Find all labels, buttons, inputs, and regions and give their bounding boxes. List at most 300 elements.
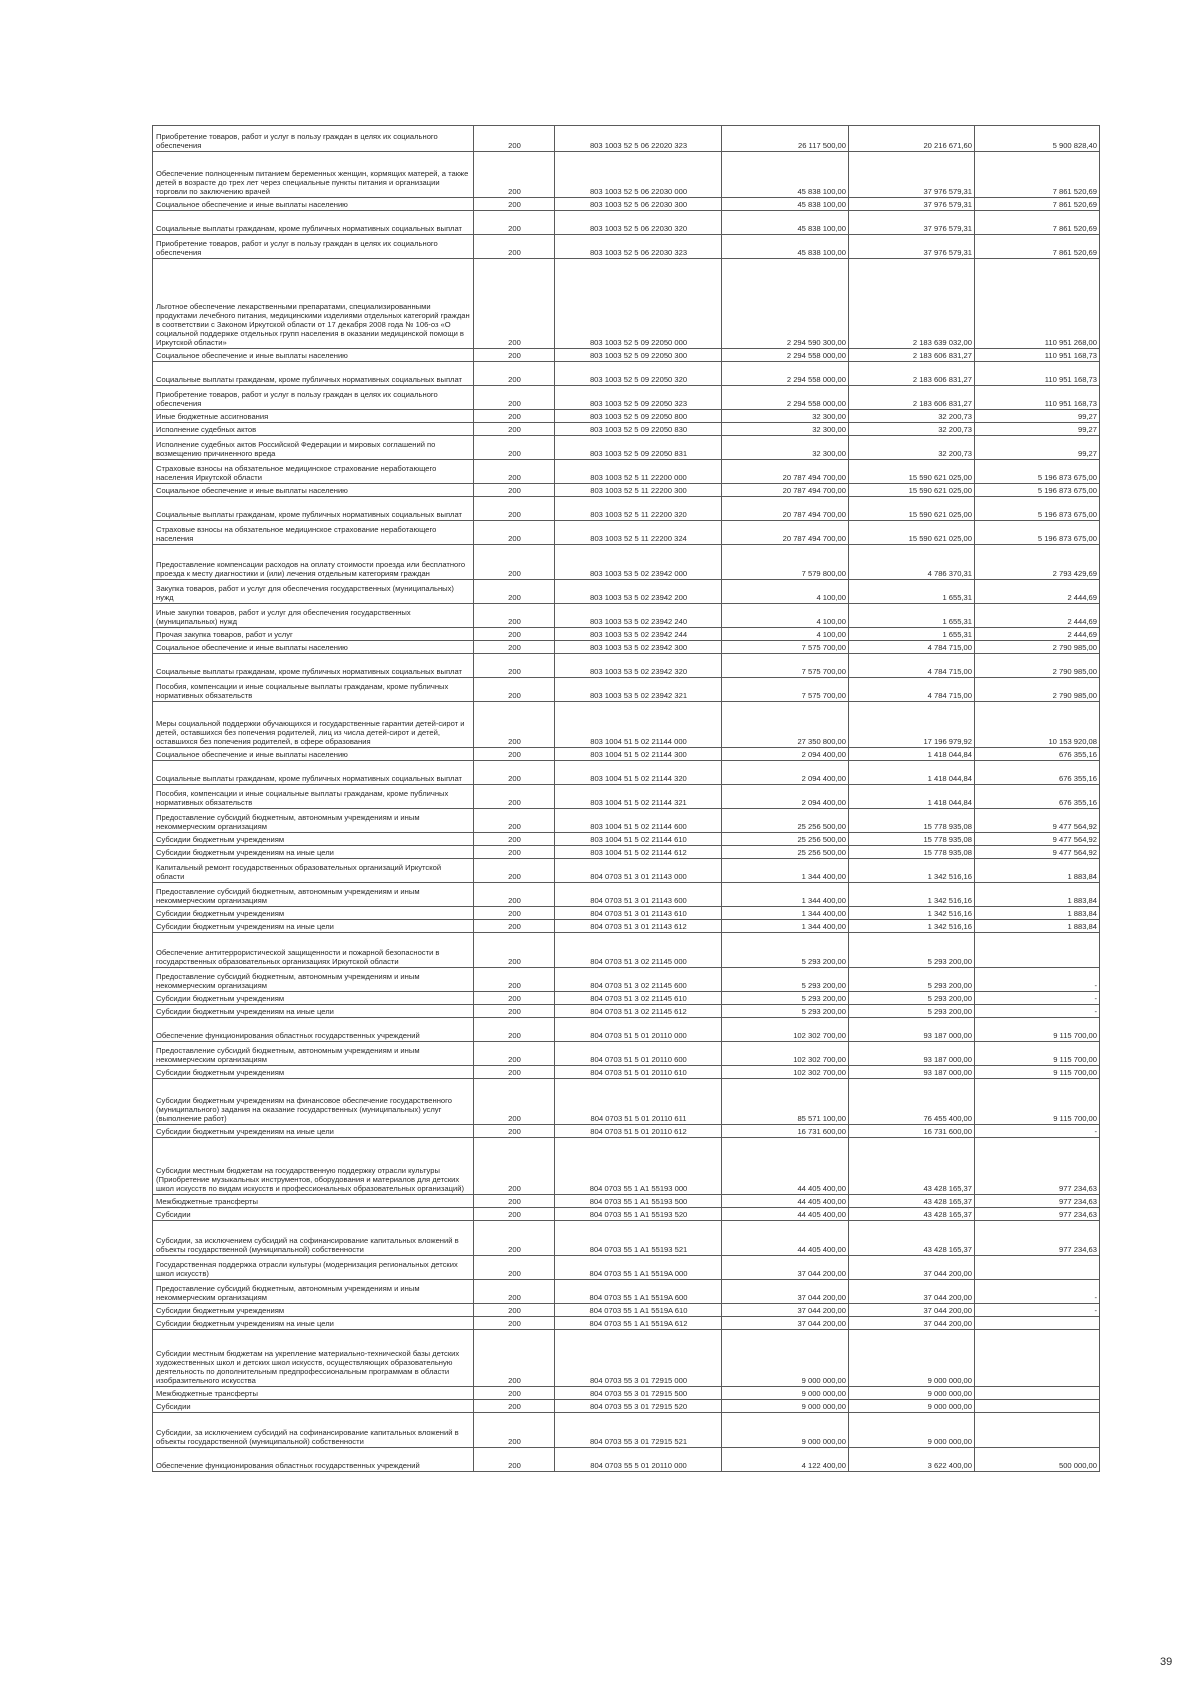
row-approved-cell: 7 579 800,00: [722, 545, 849, 580]
row-unexecuted-cell: [975, 933, 1100, 968]
row-approved-cell: 45 838 100,00: [722, 211, 849, 235]
row-name-cell: Обеспечение функционирования областных государственных учреждений: [153, 1018, 474, 1042]
row-unexecuted-cell: 9 477 564,92: [975, 846, 1100, 859]
row-kvr-cell: 200: [474, 785, 555, 809]
row-kvr-cell: 200: [474, 748, 555, 761]
row-approved-cell: 25 256 500,00: [722, 846, 849, 859]
row-name-cell: Социальные выплаты гражданам, кроме публичных нормативных социальных выплат: [153, 654, 474, 678]
row-name-cell: Субсидии бюджетным учреждениям: [153, 992, 474, 1005]
row-code-cell: 804 0703 55 3 01 72915 000: [555, 1330, 722, 1387]
row-approved-cell: 4 100,00: [722, 628, 849, 641]
row-executed-cell: 43 428 165,37: [849, 1208, 975, 1221]
row-executed-cell: 1 342 516,16: [849, 920, 975, 933]
row-approved-cell: 26 117 500,00: [722, 126, 849, 152]
row-approved-cell: 102 302 700,00: [722, 1042, 849, 1066]
row-code-cell: 803 1004 51 5 02 21144 600: [555, 809, 722, 833]
row-unexecuted-cell: -: [975, 1005, 1100, 1018]
row-executed-cell: 37 976 579,31: [849, 235, 975, 259]
row-executed-cell: 93 187 000,00: [849, 1066, 975, 1079]
table-row: [153, 1413, 1100, 1448]
row-kvr-cell: 200: [474, 580, 555, 604]
row-code-cell: 804 0703 51 5 01 20110 610: [555, 1066, 722, 1079]
row-code-cell: 803 1003 52 5 06 22020 323: [555, 126, 722, 152]
row-unexecuted-cell: 110 951 268,00: [975, 259, 1100, 349]
row-kvr-cell: 200: [474, 1330, 555, 1387]
table-row: [153, 436, 1100, 460]
table-row: [153, 809, 1100, 833]
row-name-cell: Субсидии: [153, 1208, 474, 1221]
row-approved-cell: 32 300,00: [722, 423, 849, 436]
row-code-cell: 804 0703 55 3 01 72915 520: [555, 1400, 722, 1413]
row-approved-cell: 4 122 400,00: [722, 1448, 849, 1472]
table-row: [153, 211, 1100, 235]
row-code-cell: 804 0703 55 1 A1 5519A 600: [555, 1280, 722, 1304]
row-executed-cell: 2 183 606 831,27: [849, 362, 975, 386]
row-name-cell: Предоставление субсидий бюджетным, автономным учреждениям и иным некоммерческим организациям: [153, 883, 474, 907]
table-row: [153, 521, 1100, 545]
row-name-cell: Капитальный ремонт государственных образовательных организаций Иркутской области: [153, 859, 474, 883]
row-kvr-cell: 200: [474, 1138, 555, 1195]
row-kvr-cell: 200: [474, 846, 555, 859]
row-approved-cell: 85 571 100,00: [722, 1079, 849, 1125]
row-approved-cell: 1 344 400,00: [722, 883, 849, 907]
page-number: 39: [1160, 1656, 1173, 1668]
row-approved-cell: 1 344 400,00: [722, 920, 849, 933]
row-name-cell: Страховые взносы на обязательное медицинское страхование неработающего населения Иркутской области: [153, 460, 474, 484]
table-row: [153, 1448, 1100, 1472]
row-approved-cell: 9 000 000,00: [722, 1400, 849, 1413]
row-executed-cell: 37 044 200,00: [849, 1280, 975, 1304]
row-name-cell: Предоставление субсидий бюджетным, автономным учреждениям и иным некоммерческим организациям: [153, 968, 474, 992]
row-kvr-cell: 200: [474, 907, 555, 920]
table-row: [153, 1280, 1100, 1304]
row-name-cell: Социальное обеспечение и иные выплаты населению: [153, 198, 474, 211]
row-code-cell: 803 1003 52 5 09 22050 800: [555, 410, 722, 423]
row-approved-cell: 2 094 400,00: [722, 761, 849, 785]
row-executed-cell: 37 976 579,31: [849, 198, 975, 211]
row-executed-cell: 5 293 200,00: [849, 1005, 975, 1018]
row-unexecuted-cell: [975, 1387, 1100, 1400]
table-row: [153, 1317, 1100, 1330]
row-approved-cell: 2 294 590 300,00: [722, 259, 849, 349]
row-code-cell: 803 1003 52 5 06 22030 320: [555, 211, 722, 235]
row-executed-cell: 20 216 671,60: [849, 126, 975, 152]
row-unexecuted-cell: 5 196 873 675,00: [975, 497, 1100, 521]
row-executed-cell: 17 196 979,92: [849, 702, 975, 748]
row-executed-cell: 1 655,31: [849, 580, 975, 604]
row-executed-cell: 2 183 606 831,27: [849, 386, 975, 410]
row-code-cell: 803 1003 52 5 11 22200 324: [555, 521, 722, 545]
row-executed-cell: 32 200,73: [849, 436, 975, 460]
table-row: [153, 702, 1100, 748]
row-executed-cell: 9 000 000,00: [849, 1387, 975, 1400]
row-unexecuted-cell: 977 234,63: [975, 1138, 1100, 1195]
table-row: [153, 484, 1100, 497]
row-kvr-cell: 200: [474, 809, 555, 833]
row-executed-cell: 15 590 621 025,00: [849, 484, 975, 497]
row-name-cell: Субсидии местным бюджетам на укрепление материально-технической базы детских художественных школ и детских школ искусств, осуществляющих образовательную деятельность по дополнительным предпрофессиональным программам в области изобразительного искусства: [153, 1330, 474, 1387]
row-kvr-cell: 200: [474, 1448, 555, 1472]
row-kvr-cell: 200: [474, 1256, 555, 1280]
row-executed-cell: 37 976 579,31: [849, 152, 975, 198]
row-kvr-cell: 200: [474, 654, 555, 678]
table-row: [153, 628, 1100, 641]
row-kvr-cell: 200: [474, 859, 555, 883]
row-name-cell: Субсидии, за исключением субсидий на софинансирование капитальных вложений в объекты государственной (муниципальной) собственности: [153, 1221, 474, 1256]
row-unexecuted-cell: 99,27: [975, 423, 1100, 436]
row-approved-cell: 7 575 700,00: [722, 641, 849, 654]
row-executed-cell: 1 655,31: [849, 604, 975, 628]
row-executed-cell: 1 342 516,16: [849, 859, 975, 883]
row-executed-cell: 1 342 516,16: [849, 883, 975, 907]
row-unexecuted-cell: -: [975, 1304, 1100, 1317]
row-approved-cell: 37 044 200,00: [722, 1317, 849, 1330]
row-approved-cell: 5 293 200,00: [722, 933, 849, 968]
row-kvr-cell: 200: [474, 1208, 555, 1221]
row-code-cell: 803 1003 52 5 11 22200 300: [555, 484, 722, 497]
row-name-cell: Иные закупки товаров, работ и услуг для обеспечения государственных (муниципальных) нужд: [153, 604, 474, 628]
row-executed-cell: 43 428 165,37: [849, 1195, 975, 1208]
row-unexecuted-cell: 110 951 168,73: [975, 386, 1100, 410]
table-row: [153, 641, 1100, 654]
row-code-cell: 803 1003 52 5 06 22030 000: [555, 152, 722, 198]
row-kvr-cell: 200: [474, 362, 555, 386]
row-name-cell: Предоставление субсидий бюджетным, автономным учреждениям и иным некоммерческим организациям: [153, 1042, 474, 1066]
row-unexecuted-cell: 9 115 700,00: [975, 1079, 1100, 1125]
row-unexecuted-cell: 9 115 700,00: [975, 1042, 1100, 1066]
row-kvr-cell: 200: [474, 460, 555, 484]
table-row: [153, 846, 1100, 859]
row-code-cell: 804 0703 51 3 02 21145 612: [555, 1005, 722, 1018]
row-approved-cell: 7 575 700,00: [722, 654, 849, 678]
table-row: [153, 883, 1100, 907]
row-code-cell: 803 1003 52 5 06 22030 300: [555, 198, 722, 211]
row-code-cell: 803 1004 51 5 02 21144 320: [555, 761, 722, 785]
row-kvr-cell: 200: [474, 349, 555, 362]
row-executed-cell: 37 044 200,00: [849, 1304, 975, 1317]
table-row: [153, 968, 1100, 992]
row-name-cell: Субсидии бюджетным учреждениям: [153, 1304, 474, 1317]
row-unexecuted-cell: 2 444,69: [975, 628, 1100, 641]
row-executed-cell: 9 000 000,00: [849, 1413, 975, 1448]
row-code-cell: 803 1004 51 5 02 21144 612: [555, 846, 722, 859]
table-row: [153, 833, 1100, 846]
row-kvr-cell: 200: [474, 1413, 555, 1448]
row-code-cell: 804 0703 55 1 A1 55193 520: [555, 1208, 722, 1221]
row-approved-cell: 44 405 400,00: [722, 1208, 849, 1221]
row-approved-cell: 37 044 200,00: [722, 1280, 849, 1304]
row-code-cell: 803 1004 51 5 02 21144 000: [555, 702, 722, 748]
row-code-cell: 804 0703 55 1 A1 5519A 610: [555, 1304, 722, 1317]
table-row: [153, 126, 1100, 152]
row-code-cell: 803 1003 53 5 02 23942 240: [555, 604, 722, 628]
row-approved-cell: 45 838 100,00: [722, 152, 849, 198]
row-executed-cell: 76 455 400,00: [849, 1079, 975, 1125]
table-row: [153, 1221, 1100, 1256]
row-name-cell: Социальные выплаты гражданам, кроме публичных нормативных социальных выплат: [153, 362, 474, 386]
row-unexecuted-cell: 977 234,63: [975, 1221, 1100, 1256]
row-executed-cell: 1 655,31: [849, 628, 975, 641]
row-name-cell: Межбюджетные трансферты: [153, 1195, 474, 1208]
row-executed-cell: 2 183 606 831,27: [849, 349, 975, 362]
table-row: [153, 410, 1100, 423]
row-code-cell: 803 1003 52 5 11 22200 000: [555, 460, 722, 484]
row-name-cell: Приобретение товаров, работ и услуг в пользу граждан в целях их социального обеспечения: [153, 126, 474, 152]
table-row: [153, 1400, 1100, 1413]
row-code-cell: 804 0703 51 5 01 20110 000: [555, 1018, 722, 1042]
budget-execution-sheet: [152, 125, 1099, 1472]
table-row: [153, 992, 1100, 1005]
row-code-cell: 804 0703 51 3 01 21143 000: [555, 859, 722, 883]
row-unexecuted-cell: 10 153 920,08: [975, 702, 1100, 748]
row-executed-cell: 43 428 165,37: [849, 1138, 975, 1195]
row-name-cell: Закупка товаров, работ и услуг для обеспечения государственных (муниципальных) нужд: [153, 580, 474, 604]
row-code-cell: 803 1003 52 5 09 22050 831: [555, 436, 722, 460]
row-approved-cell: 2 294 558 000,00: [722, 349, 849, 362]
row-unexecuted-cell: [975, 1400, 1100, 1413]
row-approved-cell: 25 256 500,00: [722, 833, 849, 846]
row-approved-cell: 9 000 000,00: [722, 1330, 849, 1387]
row-unexecuted-cell: [975, 1413, 1100, 1448]
row-kvr-cell: 200: [474, 833, 555, 846]
row-kvr-cell: 200: [474, 386, 555, 410]
table-row: [153, 859, 1100, 883]
row-executed-cell: 2 183 639 032,00: [849, 259, 975, 349]
row-code-cell: 803 1004 51 5 02 21144 321: [555, 785, 722, 809]
row-executed-cell: 3 622 400,00: [849, 1448, 975, 1472]
row-unexecuted-cell: -: [975, 992, 1100, 1005]
row-code-cell: 804 0703 55 1 A1 55193 521: [555, 1221, 722, 1256]
row-name-cell: Субсидии бюджетным учреждениям на иные цели: [153, 846, 474, 859]
row-unexecuted-cell: 676 355,16: [975, 785, 1100, 809]
row-unexecuted-cell: 5 196 873 675,00: [975, 460, 1100, 484]
row-approved-cell: 37 044 200,00: [722, 1256, 849, 1280]
table-row: [153, 1018, 1100, 1042]
table-body: [153, 126, 1100, 1472]
row-unexecuted-cell: [975, 1256, 1100, 1280]
row-executed-cell: 37 976 579,31: [849, 211, 975, 235]
row-name-cell: Субсидии бюджетным учреждениям: [153, 907, 474, 920]
row-kvr-cell: 200: [474, 259, 555, 349]
row-unexecuted-cell: 676 355,16: [975, 748, 1100, 761]
row-kvr-cell: 200: [474, 1066, 555, 1079]
table-row: [153, 907, 1100, 920]
row-unexecuted-cell: [975, 1317, 1100, 1330]
row-code-cell: 803 1003 52 5 09 22050 830: [555, 423, 722, 436]
row-kvr-cell: 200: [474, 545, 555, 580]
row-code-cell: 803 1003 53 5 02 23942 244: [555, 628, 722, 641]
row-name-cell: Социальные выплаты гражданам, кроме публичных нормативных социальных выплат: [153, 761, 474, 785]
row-name-cell: Прочая закупка товаров, работ и услуг: [153, 628, 474, 641]
row-unexecuted-cell: 2 790 985,00: [975, 654, 1100, 678]
row-code-cell: 803 1004 51 5 02 21144 300: [555, 748, 722, 761]
row-name-cell: Предоставление компенсации расходов на оплату стоимости проезда или бесплатного проезда к месту диагностики и (или) лечения отдельным категориям граждан: [153, 545, 474, 580]
row-kvr-cell: 200: [474, 1280, 555, 1304]
table-row: [153, 654, 1100, 678]
row-unexecuted-cell: 5 196 873 675,00: [975, 484, 1100, 497]
table-row: [153, 1125, 1100, 1138]
row-approved-cell: 20 787 494 700,00: [722, 460, 849, 484]
row-name-cell: Социальные выплаты гражданам, кроме публичных нормативных социальных выплат: [153, 211, 474, 235]
row-executed-cell: 5 293 200,00: [849, 992, 975, 1005]
row-executed-cell: 1 418 044,84: [849, 785, 975, 809]
row-unexecuted-cell: -: [975, 1125, 1100, 1138]
row-unexecuted-cell: 110 951 168,73: [975, 362, 1100, 386]
table-row: [153, 748, 1100, 761]
row-approved-cell: 1 344 400,00: [722, 907, 849, 920]
row-name-cell: Субсидии бюджетным учреждениям на финансовое обеспечение государственного (муниципального) задания на оказание государственных (муниципальных) услуг (выполнение работ): [153, 1079, 474, 1125]
row-code-cell: 803 1003 52 5 06 22030 323: [555, 235, 722, 259]
row-executed-cell: 4 784 715,00: [849, 654, 975, 678]
row-name-cell: Межбюджетные трансферты: [153, 1387, 474, 1400]
row-approved-cell: 2 094 400,00: [722, 748, 849, 761]
row-executed-cell: 32 200,73: [849, 410, 975, 423]
row-kvr-cell: 200: [474, 992, 555, 1005]
table-row: [153, 1208, 1100, 1221]
row-code-cell: 804 0703 51 3 01 21143 600: [555, 883, 722, 907]
row-unexecuted-cell: 7 861 520,69: [975, 235, 1100, 259]
row-executed-cell: 93 187 000,00: [849, 1042, 975, 1066]
table-row: [153, 1195, 1100, 1208]
row-approved-cell: 9 000 000,00: [722, 1413, 849, 1448]
row-unexecuted-cell: 99,27: [975, 436, 1100, 460]
row-approved-cell: 32 300,00: [722, 410, 849, 423]
row-kvr-cell: 200: [474, 883, 555, 907]
table-row: [153, 933, 1100, 968]
row-approved-cell: 4 100,00: [722, 604, 849, 628]
row-unexecuted-cell: 99,27: [975, 410, 1100, 423]
row-unexecuted-cell: 9 115 700,00: [975, 1018, 1100, 1042]
row-unexecuted-cell: 500 000,00: [975, 1448, 1100, 1472]
row-executed-cell: 15 778 935,08: [849, 809, 975, 833]
row-name-cell: Льготное обеспечение лекарственными препаратами, специализированными продуктами лечебного питания, медицинскими изделиями отдельных категорий граждан в соответствии с Законом Иркутской области от 17 декабря 2008 года № 106-оз «О социальной поддержке отдельных групп населения в оказании медицинской помощи в Иркутской области»: [153, 259, 474, 349]
row-unexecuted-cell: 9 115 700,00: [975, 1066, 1100, 1079]
row-code-cell: 804 0703 55 3 01 72915 521: [555, 1413, 722, 1448]
row-unexecuted-cell: 2 790 985,00: [975, 678, 1100, 702]
row-code-cell: 803 1003 53 5 02 23942 000: [555, 545, 722, 580]
row-kvr-cell: 200: [474, 1042, 555, 1066]
row-unexecuted-cell: 9 477 564,92: [975, 833, 1100, 846]
table-row: [153, 1066, 1100, 1079]
row-approved-cell: 27 350 800,00: [722, 702, 849, 748]
row-executed-cell: 93 187 000,00: [849, 1018, 975, 1042]
table-row: [153, 545, 1100, 580]
row-unexecuted-cell: 676 355,16: [975, 761, 1100, 785]
row-name-cell: Социальное обеспечение и иные выплаты населению: [153, 484, 474, 497]
row-approved-cell: 37 044 200,00: [722, 1304, 849, 1317]
row-kvr-cell: 200: [474, 235, 555, 259]
row-name-cell: Обеспечение функционирования областных государственных учреждений: [153, 1448, 474, 1472]
row-kvr-cell: 200: [474, 126, 555, 152]
table-row: [153, 920, 1100, 933]
row-executed-cell: 4 784 715,00: [849, 678, 975, 702]
row-code-cell: 803 1003 53 5 02 23942 300: [555, 641, 722, 654]
row-executed-cell: 15 778 935,08: [849, 846, 975, 859]
table-row: [153, 580, 1100, 604]
row-name-cell: Субсидии местным бюджетам на государственную поддержку отрасли культуры (Приобретение музыкальных инструментов, оборудования и материалов для детских школ искусств по видам искусств и профессиональных образовательных организаций): [153, 1138, 474, 1195]
row-kvr-cell: 200: [474, 484, 555, 497]
row-name-cell: Социальные выплаты гражданам, кроме публичных нормативных социальных выплат: [153, 497, 474, 521]
table-row: [153, 1256, 1100, 1280]
table-row: [153, 785, 1100, 809]
row-name-cell: Предоставление субсидий бюджетным, автономным учреждениям и иным некоммерческим организациям: [153, 1280, 474, 1304]
row-unexecuted-cell: 1 883,84: [975, 883, 1100, 907]
row-code-cell: 804 0703 51 3 02 21145 000: [555, 933, 722, 968]
row-approved-cell: 25 256 500,00: [722, 809, 849, 833]
row-code-cell: 804 0703 55 5 01 20110 000: [555, 1448, 722, 1472]
table-row: [153, 1304, 1100, 1317]
row-unexecuted-cell: 1 883,84: [975, 920, 1100, 933]
row-code-cell: 804 0703 55 1 A1 5519A 612: [555, 1317, 722, 1330]
row-approved-cell: 20 787 494 700,00: [722, 497, 849, 521]
row-name-cell: Исполнение судебных актов: [153, 423, 474, 436]
row-name-cell: Субсидии, за исключением субсидий на софинансирование капитальных вложений в объекты государственной (муниципальной) собственности: [153, 1413, 474, 1448]
row-name-cell: Социальное обеспечение и иные выплаты населению: [153, 641, 474, 654]
row-unexecuted-cell: 7 861 520,69: [975, 152, 1100, 198]
row-unexecuted-cell: 110 951 168,73: [975, 349, 1100, 362]
row-approved-cell: 9 000 000,00: [722, 1387, 849, 1400]
row-kvr-cell: 200: [474, 702, 555, 748]
row-kvr-cell: 200: [474, 1195, 555, 1208]
row-approved-cell: 5 293 200,00: [722, 1005, 849, 1018]
row-kvr-cell: 200: [474, 436, 555, 460]
row-kvr-cell: 200: [474, 1005, 555, 1018]
row-code-cell: 804 0703 55 1 A1 5519A 000: [555, 1256, 722, 1280]
row-kvr-cell: 200: [474, 1304, 555, 1317]
row-kvr-cell: 200: [474, 678, 555, 702]
row-code-cell: 804 0703 51 3 01 21143 612: [555, 920, 722, 933]
row-name-cell: Субсидии бюджетным учреждениям на иные цели: [153, 920, 474, 933]
row-name-cell: Социальное обеспечение и иные выплаты населению: [153, 748, 474, 761]
row-executed-cell: 32 200,73: [849, 423, 975, 436]
row-code-cell: 803 1003 52 5 09 22050 000: [555, 259, 722, 349]
row-kvr-cell: 200: [474, 211, 555, 235]
row-code-cell: 804 0703 51 5 01 20110 612: [555, 1125, 722, 1138]
row-name-cell: Субсидии бюджетным учреждениям на иные цели: [153, 1317, 474, 1330]
row-unexecuted-cell: 5 196 873 675,00: [975, 521, 1100, 545]
row-approved-cell: 45 838 100,00: [722, 198, 849, 211]
row-executed-cell: 15 590 621 025,00: [849, 460, 975, 484]
table-row: [153, 1042, 1100, 1066]
row-code-cell: 804 0703 51 5 01 20110 600: [555, 1042, 722, 1066]
table-row: [153, 1005, 1100, 1018]
row-name-cell: Страховые взносы на обязательное медицинское страхование неработающего населения: [153, 521, 474, 545]
row-approved-cell: 32 300,00: [722, 436, 849, 460]
row-name-cell: Обеспечение полноценным питанием беременных женщин, кормящих матерей, а также детей в возрасте до трех лет через специальные пункты питания и организации торговли по заключению врачей: [153, 152, 474, 198]
row-kvr-cell: 200: [474, 521, 555, 545]
row-executed-cell: 4 786 370,31: [849, 545, 975, 580]
row-kvr-cell: 200: [474, 641, 555, 654]
row-unexecuted-cell: -: [975, 968, 1100, 992]
row-kvr-cell: 200: [474, 1018, 555, 1042]
row-kvr-cell: 200: [474, 933, 555, 968]
row-code-cell: 804 0703 51 3 02 21145 610: [555, 992, 722, 1005]
row-name-cell: Субсидии бюджетным учреждениям: [153, 833, 474, 846]
row-approved-cell: 102 302 700,00: [722, 1066, 849, 1079]
row-kvr-cell: 200: [474, 423, 555, 436]
row-code-cell: 803 1003 52 5 09 22050 323: [555, 386, 722, 410]
row-approved-cell: 44 405 400,00: [722, 1138, 849, 1195]
row-executed-cell: 1 418 044,84: [849, 761, 975, 785]
row-kvr-cell: 200: [474, 152, 555, 198]
row-name-cell: Иные бюджетные ассигнования: [153, 410, 474, 423]
table-row: [153, 259, 1100, 349]
row-code-cell: 803 1003 53 5 02 23942 200: [555, 580, 722, 604]
row-kvr-cell: 200: [474, 1221, 555, 1256]
row-name-cell: Пособия, компенсации и иные социальные выплаты гражданам, кроме публичных нормативных обязательств: [153, 678, 474, 702]
row-name-cell: Исполнение судебных актов Российской Федерации и мировых соглашений по возмещению причиненного вреда: [153, 436, 474, 460]
table-row: [153, 1387, 1100, 1400]
